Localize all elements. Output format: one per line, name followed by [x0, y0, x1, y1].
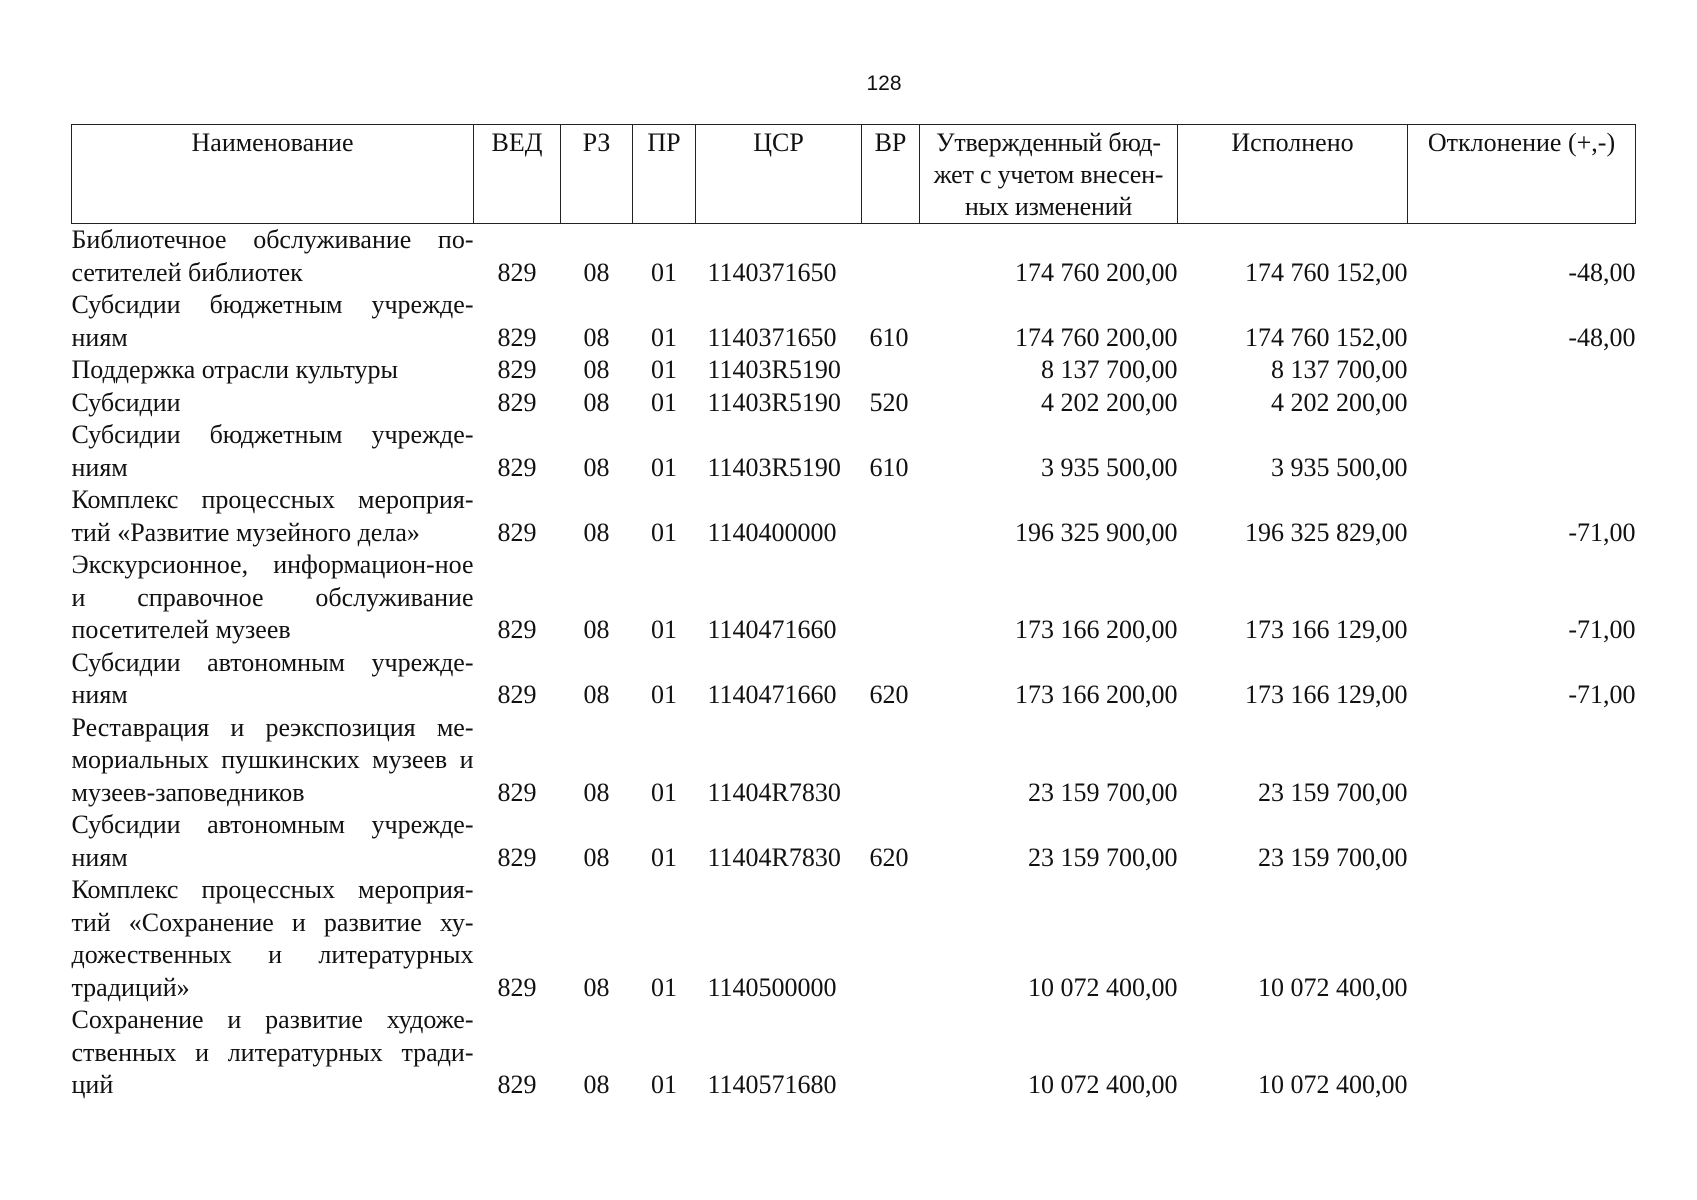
cell-vr: 520 [869, 387, 909, 417]
cell-pr: 01 [651, 257, 677, 287]
cell-rz: 08 [583, 1070, 610, 1099]
cell-pr: 01 [651, 355, 677, 384]
cell-deviation [1408, 354, 1636, 387]
cell-ved: 829 [497, 680, 537, 709]
cell-rz: 08 [583, 355, 610, 384]
cell-pr: 01 [651, 1070, 677, 1099]
cell-csr: 1140371650 [707, 257, 837, 287]
cell-executed: 4 202 200,00 [1271, 387, 1408, 417]
cell-name: Комплекс процессных мероприя-тий «Сохранение и развитие ху-дожественных и литературных традиций» [71, 875, 474, 1002]
cell-name: Субсидии бюджетным учрежде-ниям [71, 290, 474, 352]
cell-name: Поддержка отрасли культуры [71, 355, 399, 384]
cell-approved-budget: 8 137 700,00 [1041, 355, 1178, 384]
cell-deviation [1408, 1004, 1636, 1102]
cell-ved: 829 [497, 355, 537, 384]
cell-deviation: -48,00 [1568, 322, 1636, 352]
cell-name: Субсидии бюджетным учрежде-ниям [71, 420, 474, 482]
cell-csr: 1140471660 [707, 680, 837, 709]
cell-vr: 620 [869, 842, 909, 872]
cell-csr: 11403R5190 [707, 387, 841, 417]
cell-rz: 08 [583, 257, 610, 287]
cell-csr: 11404R7830 [707, 842, 841, 872]
cell-executed: 196 325 829,00 [1245, 517, 1408, 547]
cell-name: Субсидии автономным учрежде-ниям [71, 647, 474, 709]
cell-name: Субсидии [71, 387, 181, 417]
cell-ved: 829 [497, 322, 537, 352]
cell-executed: 174 760 152,00 [1245, 257, 1408, 287]
header-name: Наименование [72, 125, 474, 224]
cell-rz: 08 [583, 387, 610, 417]
table-header [72, 125, 1636, 224]
header-rz: РЗ [561, 125, 633, 224]
cell-name: Экскурсионное, информацион-ное и справочное обслуживание посетителей музеев [71, 550, 474, 644]
cell-rz: 08 [583, 680, 610, 709]
cell-pr: 01 [651, 972, 677, 1002]
cell-ved: 829 [497, 257, 537, 287]
cell-approved-budget: 23 159 700,00 [1028, 842, 1178, 872]
cell-csr: 11403R5190 [707, 452, 841, 482]
table-row [72, 354, 1636, 387]
cell-name: Субсидии автономным учрежде-ниям [71, 810, 474, 872]
cell-vr [862, 1004, 920, 1102]
cell-csr: 1140471660 [707, 615, 837, 644]
cell-approved-budget: 173 166 200,00 [1015, 615, 1178, 644]
cell-vr [862, 224, 920, 290]
cell-deviation: -71,00 [1568, 517, 1636, 547]
header-executed: Исполнено [1178, 125, 1408, 224]
cell-executed: 8 137 700,00 [1271, 355, 1408, 384]
cell-approved-budget: 4 202 200,00 [1041, 387, 1178, 417]
cell-ved: 829 [497, 615, 537, 644]
cell-ved: 829 [497, 387, 537, 417]
budget-execution-table [71, 124, 1636, 1102]
cell-name: Сохранение и развитие художе-ственных и литературных тради-ций [71, 1005, 474, 1099]
cell-pr: 01 [651, 615, 677, 644]
table-row [72, 387, 1636, 420]
header-ved: ВЕД [474, 125, 561, 224]
cell-pr: 01 [651, 452, 677, 482]
cell-csr: 11403R5190 [707, 355, 841, 384]
cell-vr: 620 [869, 680, 909, 709]
cell-rz: 08 [583, 615, 610, 644]
cell-deviation [1408, 809, 1636, 874]
header-csr: ЦСР [696, 125, 862, 224]
table-body [72, 224, 1636, 1102]
cell-deviation: -48,00 [1568, 257, 1636, 287]
cell-csr: 1140500000 [707, 972, 837, 1002]
cell-name: Реставрация и реэкспозиция ме-мориальных пушкинских музеев и музеев-заповедников [71, 712, 474, 807]
table-row [72, 484, 1636, 549]
cell-name: Комплекс процессных мероприя-тий «Развитие музейного дела» [71, 485, 474, 547]
cell-pr: 01 [651, 842, 677, 872]
cell-approved-budget: 174 760 200,00 [1015, 322, 1178, 352]
cell-deviation [1408, 419, 1636, 484]
cell-pr: 01 [651, 322, 677, 352]
table-row [72, 874, 1636, 1004]
cell-executed: 10 072 400,00 [1258, 1070, 1408, 1099]
cell-csr: 11404R7830 [707, 777, 841, 807]
cell-rz: 08 [583, 777, 610, 807]
cell-vr [862, 484, 920, 549]
cell-ved: 829 [497, 452, 537, 482]
cell-rz: 08 [583, 517, 610, 547]
cell-deviation [1408, 874, 1636, 1004]
cell-deviation [1408, 387, 1636, 420]
cell-vr: 610 [869, 322, 909, 352]
cell-ved: 829 [497, 517, 537, 547]
cell-deviation [1408, 712, 1636, 810]
header-vr: ВР [862, 125, 920, 224]
cell-approved-budget: 174 760 200,00 [1015, 257, 1178, 287]
cell-pr: 01 [651, 517, 677, 547]
header-pr: ПР [633, 125, 696, 224]
cell-vr [862, 354, 920, 387]
cell-pr: 01 [651, 777, 677, 807]
cell-rz: 08 [583, 972, 610, 1002]
cell-rz: 08 [583, 842, 610, 872]
header-row [72, 125, 1636, 224]
cell-ved: 829 [497, 842, 537, 872]
cell-ved: 829 [497, 972, 537, 1002]
table-row [72, 224, 1636, 290]
cell-ved: 829 [497, 1070, 537, 1099]
cell-executed: 173 166 129,00 [1245, 680, 1408, 709]
table-row [72, 419, 1636, 484]
cell-vr [862, 874, 920, 1004]
cell-executed: 10 072 400,00 [1258, 972, 1408, 1002]
cell-executed: 23 159 700,00 [1258, 777, 1408, 807]
header-approved-budget: Утвержденный бюд-жет с учетом внесен-ных изменений [920, 125, 1178, 224]
cell-executed: 23 159 700,00 [1258, 842, 1408, 872]
cell-executed: 174 760 152,00 [1245, 322, 1408, 352]
cell-pr: 01 [651, 387, 677, 417]
cell-vr: 610 [869, 452, 909, 482]
table-row [72, 712, 1636, 810]
cell-deviation: -71,00 [1568, 680, 1636, 709]
cell-approved-budget: 23 159 700,00 [1028, 777, 1178, 807]
cell-csr: 1140400000 [707, 517, 837, 547]
cell-ved: 829 [497, 777, 537, 807]
table-row [72, 647, 1636, 712]
table-row [72, 549, 1636, 647]
page-number: 128 [866, 72, 902, 95]
cell-vr [862, 712, 920, 810]
cell-executed: 173 166 129,00 [1245, 615, 1408, 644]
cell-csr: 1140371650 [707, 322, 837, 352]
cell-vr [862, 549, 920, 647]
header-deviation: Отклонение (+,-) [1408, 125, 1636, 224]
cell-pr: 01 [651, 680, 677, 709]
cell-csr: 1140571680 [707, 1070, 837, 1099]
table-row [72, 1004, 1636, 1102]
cell-executed: 3 935 500,00 [1271, 452, 1408, 482]
table-row [72, 289, 1636, 354]
cell-approved-budget: 10 072 400,00 [1028, 1070, 1178, 1099]
table-row [72, 809, 1636, 874]
cell-approved-budget: 173 166 200,00 [1015, 680, 1178, 709]
cell-name: Библиотечное обслуживание по-сетителей библиотек [71, 225, 474, 287]
cell-deviation: -71,00 [1568, 615, 1636, 644]
cell-approved-budget: 3 935 500,00 [1041, 452, 1178, 482]
cell-approved-budget: 196 325 900,00 [1015, 517, 1178, 547]
cell-approved-budget: 10 072 400,00 [1028, 972, 1178, 1002]
cell-rz: 08 [583, 452, 610, 482]
cell-rz: 08 [583, 322, 610, 352]
